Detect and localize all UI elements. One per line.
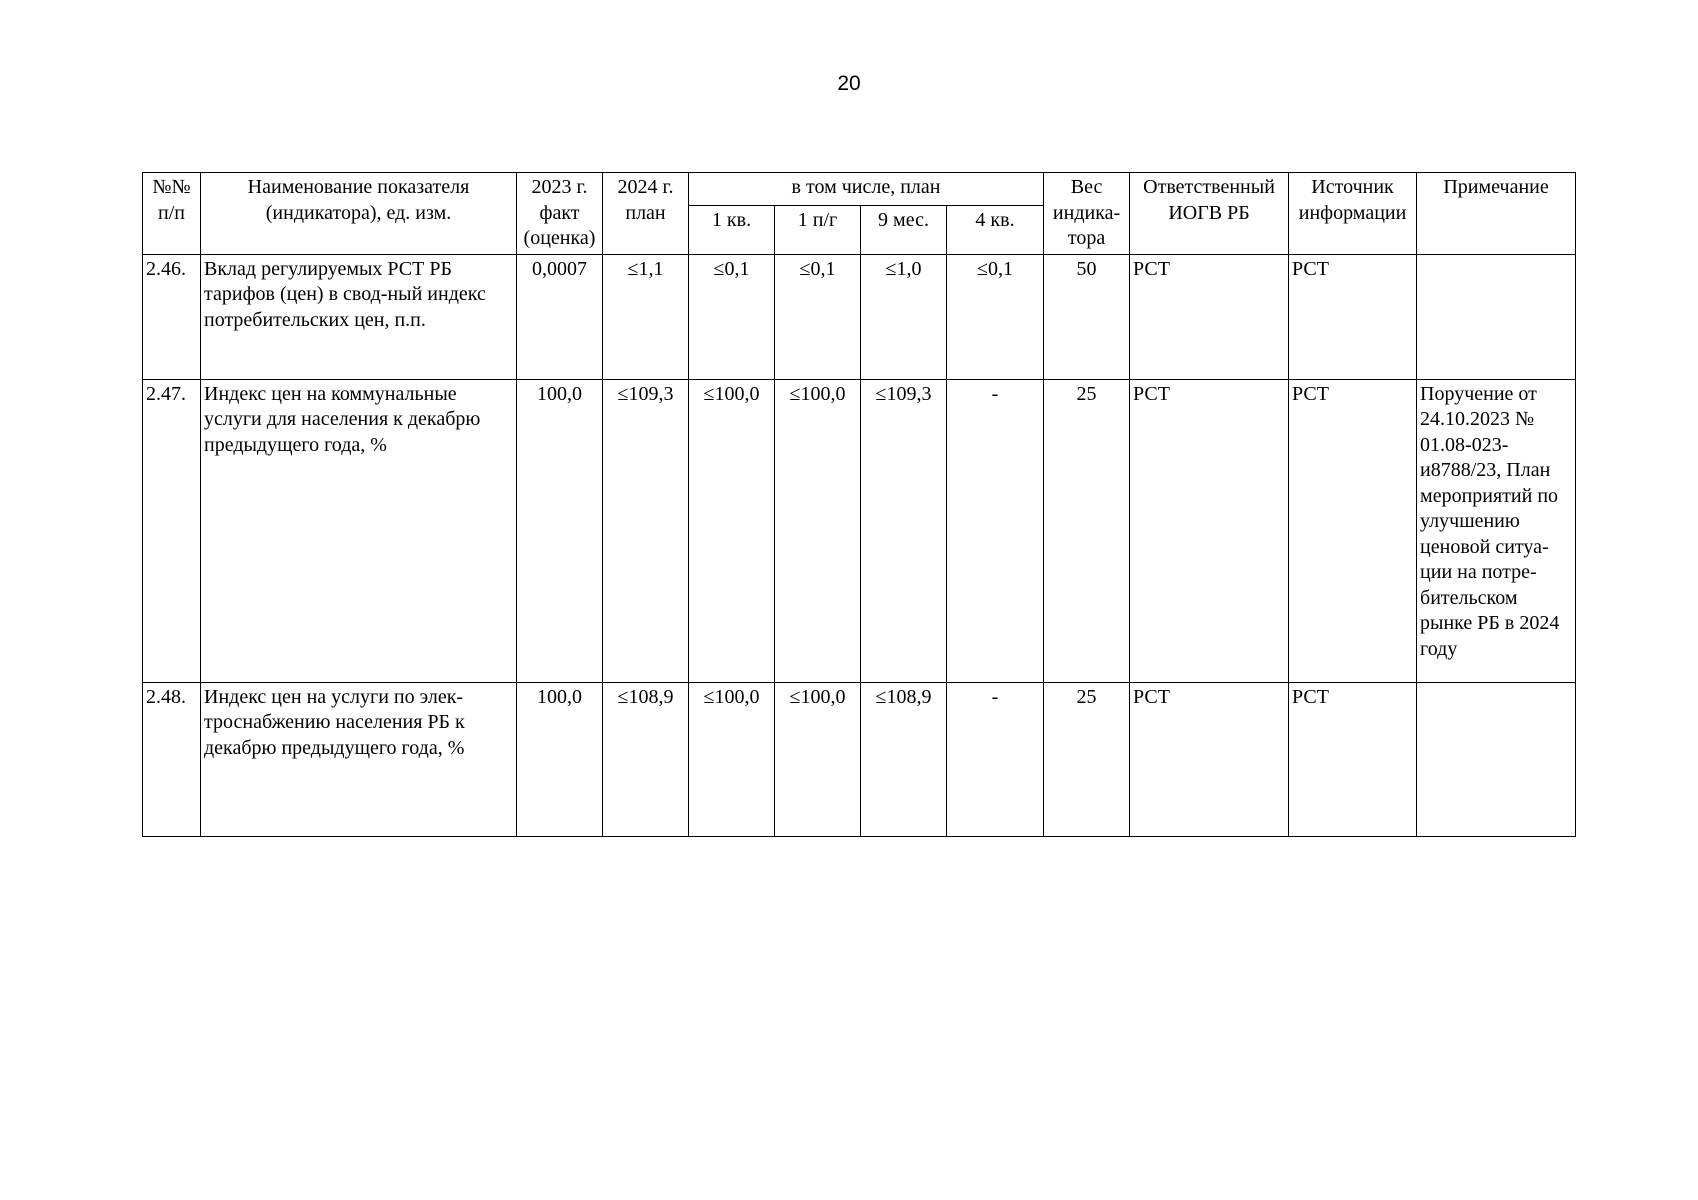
cell-num: 2.47. bbox=[143, 379, 201, 682]
cell-name: Индекс цен на коммунальные услуги для населения к декабрю предыдущего года, % bbox=[201, 379, 517, 682]
cell-q4: - bbox=[947, 379, 1044, 682]
table-body bbox=[143, 254, 1576, 836]
cell-weight: 25 bbox=[1044, 379, 1130, 682]
header-including-plan: в том числе, план bbox=[689, 173, 1044, 206]
cell-weight: 50 bbox=[1044, 254, 1130, 379]
cell-plan-2024: ≤109,3 bbox=[603, 379, 689, 682]
cell-responsible: РСТ bbox=[1130, 254, 1289, 379]
cell-num: 2.48. bbox=[143, 682, 201, 836]
cell-weight: 25 bbox=[1044, 682, 1130, 836]
header-9m: 9 мес. bbox=[861, 205, 947, 254]
header-row bbox=[143, 173, 1576, 206]
header-source: Источник информации bbox=[1289, 173, 1417, 255]
cell-q4: ≤0,1 bbox=[947, 254, 1044, 379]
header-plan-2024: 2024 г. план bbox=[603, 173, 689, 255]
page-number: 20 bbox=[837, 72, 861, 95]
header-name: Наименование показателя (индикатора), ед. изм. bbox=[201, 173, 517, 255]
cell-9m: ≤109,3 bbox=[861, 379, 947, 682]
cell-note bbox=[1417, 254, 1576, 379]
cell-plan-2024: ≤108,9 bbox=[603, 682, 689, 836]
cell-note: Поручение от 24.10.2023 № 01.08-023-и8788/23, План мероприятий по улучшению ценовой ситуа-ции на потре-бительском рынке РБ в 2024 году bbox=[1417, 379, 1576, 682]
cell-source: РСТ bbox=[1289, 682, 1417, 836]
table-row bbox=[143, 379, 1576, 682]
cell-note bbox=[1417, 682, 1576, 836]
cell-q1: ≤0,1 bbox=[689, 254, 775, 379]
cell-q1: ≤100,0 bbox=[689, 682, 775, 836]
cell-source: РСТ bbox=[1289, 379, 1417, 682]
table-header bbox=[143, 173, 1576, 255]
cell-source: РСТ bbox=[1289, 254, 1417, 379]
cell-q1: ≤100,0 bbox=[689, 379, 775, 682]
header-responsible: Ответственный ИОГВ РБ bbox=[1130, 173, 1289, 255]
cell-plan-2024: ≤1,1 bbox=[603, 254, 689, 379]
cell-h1: ≤0,1 bbox=[775, 254, 861, 379]
header-note: Примечание bbox=[1417, 173, 1576, 255]
cell-num: 2.46. bbox=[143, 254, 201, 379]
cell-h1: ≤100,0 bbox=[775, 682, 861, 836]
header-weight: Вес индика-тора bbox=[1044, 173, 1130, 255]
cell-q4: - bbox=[947, 682, 1044, 836]
cell-fact-2023: 0,0007 bbox=[517, 254, 603, 379]
cell-fact-2023: 100,0 bbox=[517, 379, 603, 682]
header-h1: 1 п/г bbox=[775, 205, 861, 254]
header-num: №№ п/п bbox=[143, 173, 201, 255]
cell-h1: ≤100,0 bbox=[775, 379, 861, 682]
cell-fact-2023: 100,0 bbox=[517, 682, 603, 836]
table-row bbox=[143, 254, 1576, 379]
cell-name: Вклад регулируемых РСТ РБ тарифов (цен) в свод-ный индекс потребительских цен, п.п. bbox=[201, 254, 517, 379]
header-fact-2023: 2023 г. факт (оценка) bbox=[517, 173, 603, 255]
table-row bbox=[143, 682, 1576, 836]
indicators-table bbox=[142, 172, 1576, 837]
cell-responsible: РСТ bbox=[1130, 682, 1289, 836]
header-q1: 1 кв. bbox=[689, 205, 775, 254]
cell-9m: ≤1,0 bbox=[861, 254, 947, 379]
header-q4: 4 кв. bbox=[947, 205, 1044, 254]
cell-responsible: РСТ bbox=[1130, 379, 1289, 682]
cell-name: Индекс цен на услуги по элек-троснабжению населения РБ к декабрю предыдущего года, % bbox=[201, 682, 517, 836]
cell-9m: ≤108,9 bbox=[861, 682, 947, 836]
